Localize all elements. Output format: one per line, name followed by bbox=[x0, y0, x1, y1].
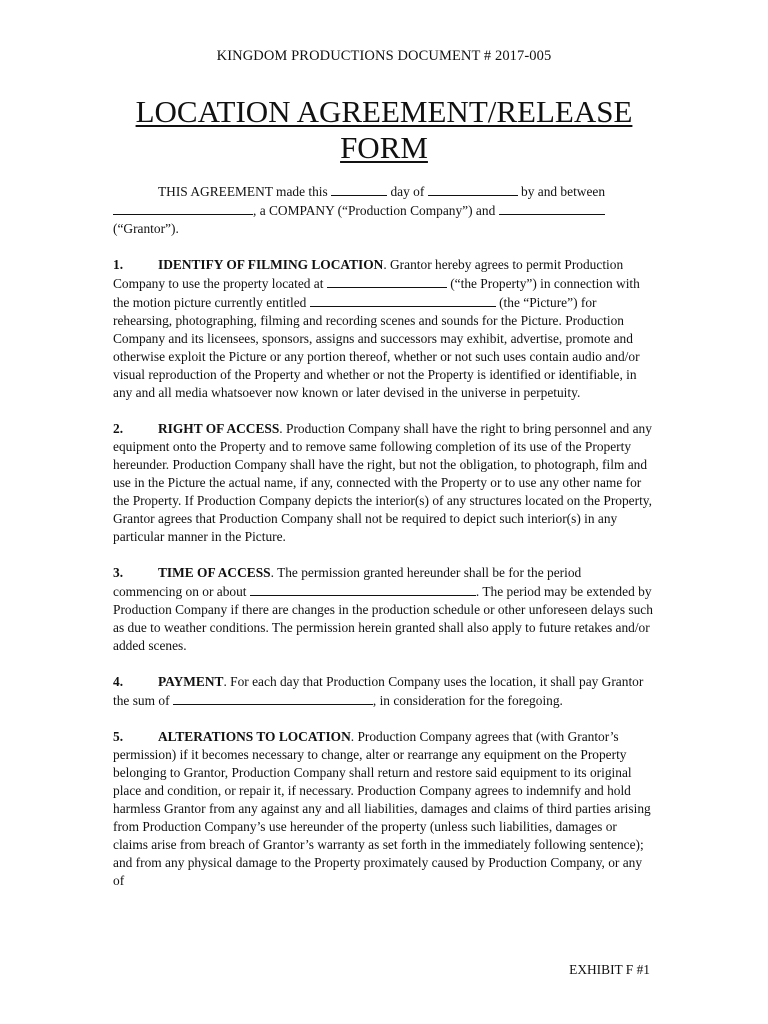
property-address-blank[interactable] bbox=[327, 274, 447, 288]
section-5: 5. ALTERATIONS TO LOCATION. Production Company agrees that (with Grantor’s permission) if it becomes necessary to change, alter or rearrange any equipment on the Property belonging to Grantor, Production Company shall return and restore said equipment to its original place and condition, or repair it, if necessary. Production Company agrees to indemnify and hold harmless Grantor from any against any and all liabilities, damages and claims of third parties arising from Production Company’s use hereunder of the property (unless such liabilities, damages or claims arise from breach of Grantor’s warranty as set forth in the immediately following sentence); and from any physical damage to the Property proximately caused by Production Company, or any of bbox=[113, 729, 651, 888]
intro-paragraph: THIS AGREEMENT made this day of by and between , a COMPANY (“Production Company”) and (“Grantor”). bbox=[113, 184, 606, 236]
section-4-heading: PAYMENT bbox=[158, 674, 224, 689]
grantor-name-blank[interactable] bbox=[499, 201, 605, 215]
section-1-heading: IDENTIFY OF FILMING LOCATION bbox=[158, 257, 384, 272]
title-line-2: FORM bbox=[340, 130, 428, 165]
section-2-heading: RIGHT OF ACCESS bbox=[158, 421, 280, 436]
section-3-number: 3. bbox=[113, 565, 124, 580]
section-3: 3. TIME OF ACCESS. The permission granted hereunder shall be for the period commencing on or about . The period may be extended by Production Company if there are changes in the production schedule or other unforeseen delays such as due to weather conditions. The permission herein granted shall also apply to future retakes and/or added scenes. bbox=[113, 565, 653, 653]
section-4: 4. PAYMENT. For each day that Production Company uses the location, it shall pay Grantor the sum of , in consideration for the foregoing. bbox=[113, 674, 644, 708]
title-line-1: LOCATION AGREEMENT/RELEASE bbox=[135, 94, 633, 129]
company-name-blank[interactable] bbox=[113, 201, 253, 215]
section-3-heading: TIME OF ACCESS bbox=[158, 565, 271, 580]
commencement-date-blank[interactable] bbox=[250, 582, 476, 596]
section-2-number: 2. bbox=[113, 421, 124, 436]
section-4-number: 4. bbox=[113, 674, 124, 689]
section-5-number: 5. bbox=[113, 729, 124, 744]
date-day-blank[interactable] bbox=[331, 182, 387, 196]
date-month-blank[interactable] bbox=[428, 182, 518, 196]
exhibit-label: EXHIBIT F #1 bbox=[569, 962, 650, 977]
document-title bbox=[0, 94, 768, 166]
section-1-number: 1. bbox=[113, 257, 124, 272]
section-1: 1. IDENTIFY OF FILMING LOCATION. Grantor hereby agrees to permit Production Company to use the property located at (“the Property”) in connection with the motion picture currently entitled (the “Picture”) for rehearsing, photographing, filming and recording scenes and sounds for the Picture. Production Company and its licensees, sponsors, assigns and successors may exhibit, advertise, promote and otherwise exploit the Picture or any portion thereof, whether or not such uses contain audio and/or visual reproduction of the Property and whether or not the Property is identified or identifiable, in any and all media whatsoever now known or later devised in the universe in perpetuity. bbox=[113, 257, 640, 400]
picture-title-blank[interactable] bbox=[310, 293, 496, 307]
document-reference: KINGDOM PRODUCTIONS DOCUMENT # 2017-005 bbox=[216, 48, 552, 64]
payment-amount-blank[interactable] bbox=[173, 691, 373, 705]
section-2: 2. RIGHT OF ACCESS. Production Company shall have the right to bring personnel and any equipment onto the Property and to remove same following completion of its use of the Property hereunder. Production Company shall have the right, but not the obligation, to photograph, film and use in the Picture the actual name, if any, connected with the Property or to use any other name for the Property. If Production Company depicts the interior(s) of any structures located on the Property, Grantor agrees that Production Company shall not be required to depict such interior(s) in any particular manner in the Picture. bbox=[113, 421, 652, 544]
document-body bbox=[113, 182, 653, 908]
section-5-heading: ALTERATIONS TO LOCATION bbox=[158, 729, 351, 744]
